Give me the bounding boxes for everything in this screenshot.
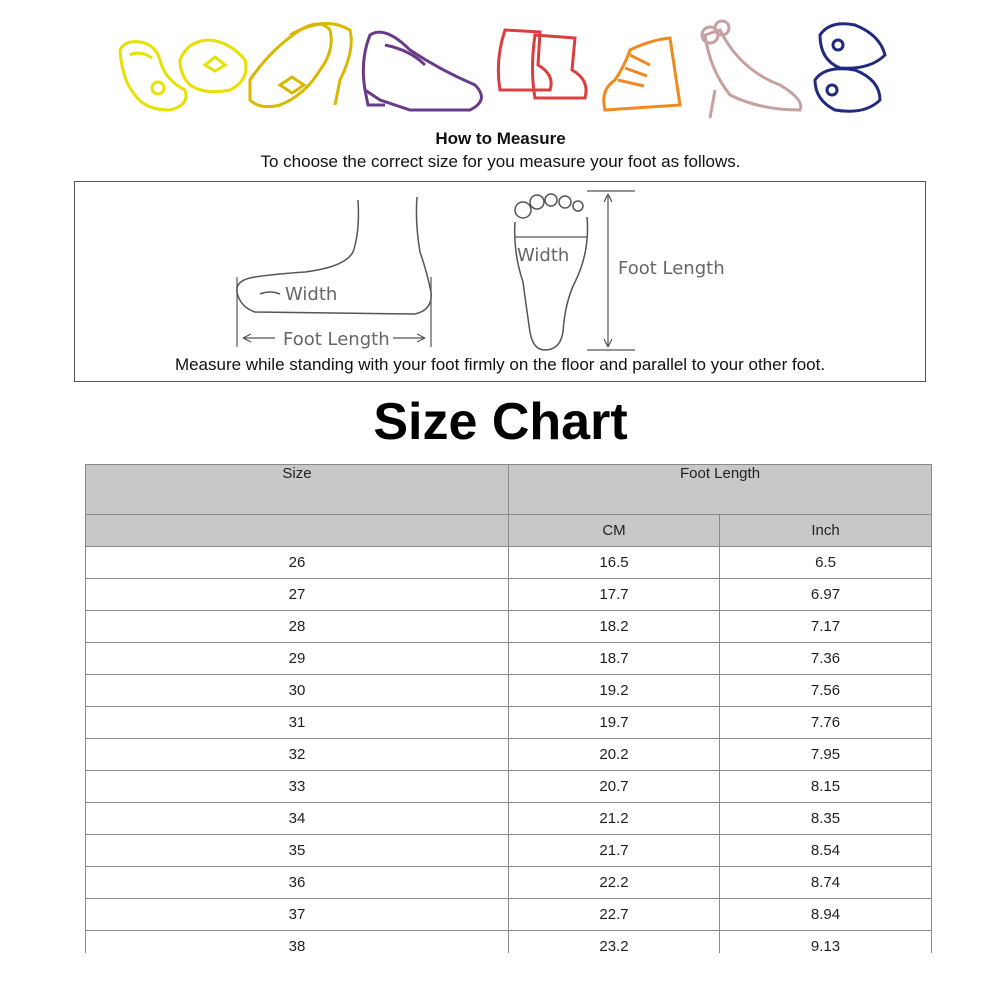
sole-width-label: Width bbox=[517, 245, 570, 266]
cell-cm: 19.2 bbox=[509, 675, 720, 707]
table-row bbox=[86, 771, 932, 803]
size-table bbox=[85, 464, 932, 953]
cell-size: 27 bbox=[86, 579, 509, 611]
cell-size: 32 bbox=[86, 739, 509, 771]
cell-cm: 22.2 bbox=[509, 867, 720, 899]
cell-inch: 6.97 bbox=[720, 579, 932, 611]
cell-cm: 20.2 bbox=[509, 739, 720, 771]
cell-cm: 20.7 bbox=[509, 771, 720, 803]
cell-size: 38 bbox=[86, 931, 509, 954]
cell-cm: 21.7 bbox=[509, 835, 720, 867]
cell-inch: 6.5 bbox=[720, 547, 932, 579]
cell-inch: 9.13 bbox=[720, 931, 932, 954]
width-label: Width bbox=[285, 284, 338, 305]
cell-cm: 17.7 bbox=[509, 579, 720, 611]
table-row bbox=[86, 707, 932, 739]
cell-size: 29 bbox=[86, 643, 509, 675]
cell-size: 34 bbox=[86, 803, 509, 835]
table-row bbox=[86, 803, 932, 835]
cell-cm: 18.2 bbox=[509, 611, 720, 643]
cell-size: 31 bbox=[86, 707, 509, 739]
cell-inch: 7.56 bbox=[720, 675, 932, 707]
cell-cm: 18.7 bbox=[509, 643, 720, 675]
cell-inch: 8.74 bbox=[720, 867, 932, 899]
cell-size: 36 bbox=[86, 867, 509, 899]
cell-size: 33 bbox=[86, 771, 509, 803]
cell-inch: 8.15 bbox=[720, 771, 932, 803]
cell-size: 26 bbox=[86, 547, 509, 579]
header-foot-length: Foot Length bbox=[509, 465, 932, 515]
measure-note: Measure while standing with your foot firmly on the floor and parallel to your other foot. bbox=[174, 355, 826, 374]
header-size: Size bbox=[86, 465, 509, 515]
cell-cm: 16.5 bbox=[509, 547, 720, 579]
cell-size: 37 bbox=[86, 899, 509, 931]
header-cm: CM bbox=[509, 515, 720, 547]
table-row bbox=[86, 643, 932, 675]
table-row bbox=[86, 867, 932, 899]
table-row bbox=[86, 835, 932, 867]
cell-inch: 7.95 bbox=[720, 739, 932, 771]
size-chart-title: Size Chart bbox=[373, 393, 628, 451]
sole-foot-length-label: Foot Length bbox=[618, 258, 725, 279]
cell-inch: 8.94 bbox=[720, 899, 932, 931]
cell-size: 35 bbox=[86, 835, 509, 867]
header-inch: Inch bbox=[720, 515, 932, 547]
how-to-measure-subtitle: To choose the correct size for you measure your foot as follows. bbox=[260, 152, 741, 171]
cell-cm: 23.2 bbox=[509, 931, 720, 954]
cell-inch: 8.35 bbox=[720, 803, 932, 835]
cell-cm: 21.2 bbox=[509, 803, 720, 835]
cell-inch: 7.36 bbox=[720, 643, 932, 675]
table-row bbox=[86, 899, 932, 931]
table-row bbox=[86, 547, 932, 579]
table-row bbox=[86, 579, 932, 611]
cell-size: 30 bbox=[86, 675, 509, 707]
cell-inch: 8.54 bbox=[720, 835, 932, 867]
table-row bbox=[86, 611, 932, 643]
header-blank bbox=[86, 515, 509, 547]
cell-size: 28 bbox=[86, 611, 509, 643]
cell-cm: 19.7 bbox=[509, 707, 720, 739]
foot-length-label: Foot Length bbox=[283, 329, 390, 350]
table-row bbox=[86, 931, 932, 954]
cell-inch: 7.17 bbox=[720, 611, 932, 643]
how-to-measure-title: How to Measure bbox=[435, 129, 566, 148]
table-row bbox=[86, 675, 932, 707]
cell-inch: 7.76 bbox=[720, 707, 932, 739]
cell-cm: 22.7 bbox=[509, 899, 720, 931]
table-row bbox=[86, 739, 932, 771]
